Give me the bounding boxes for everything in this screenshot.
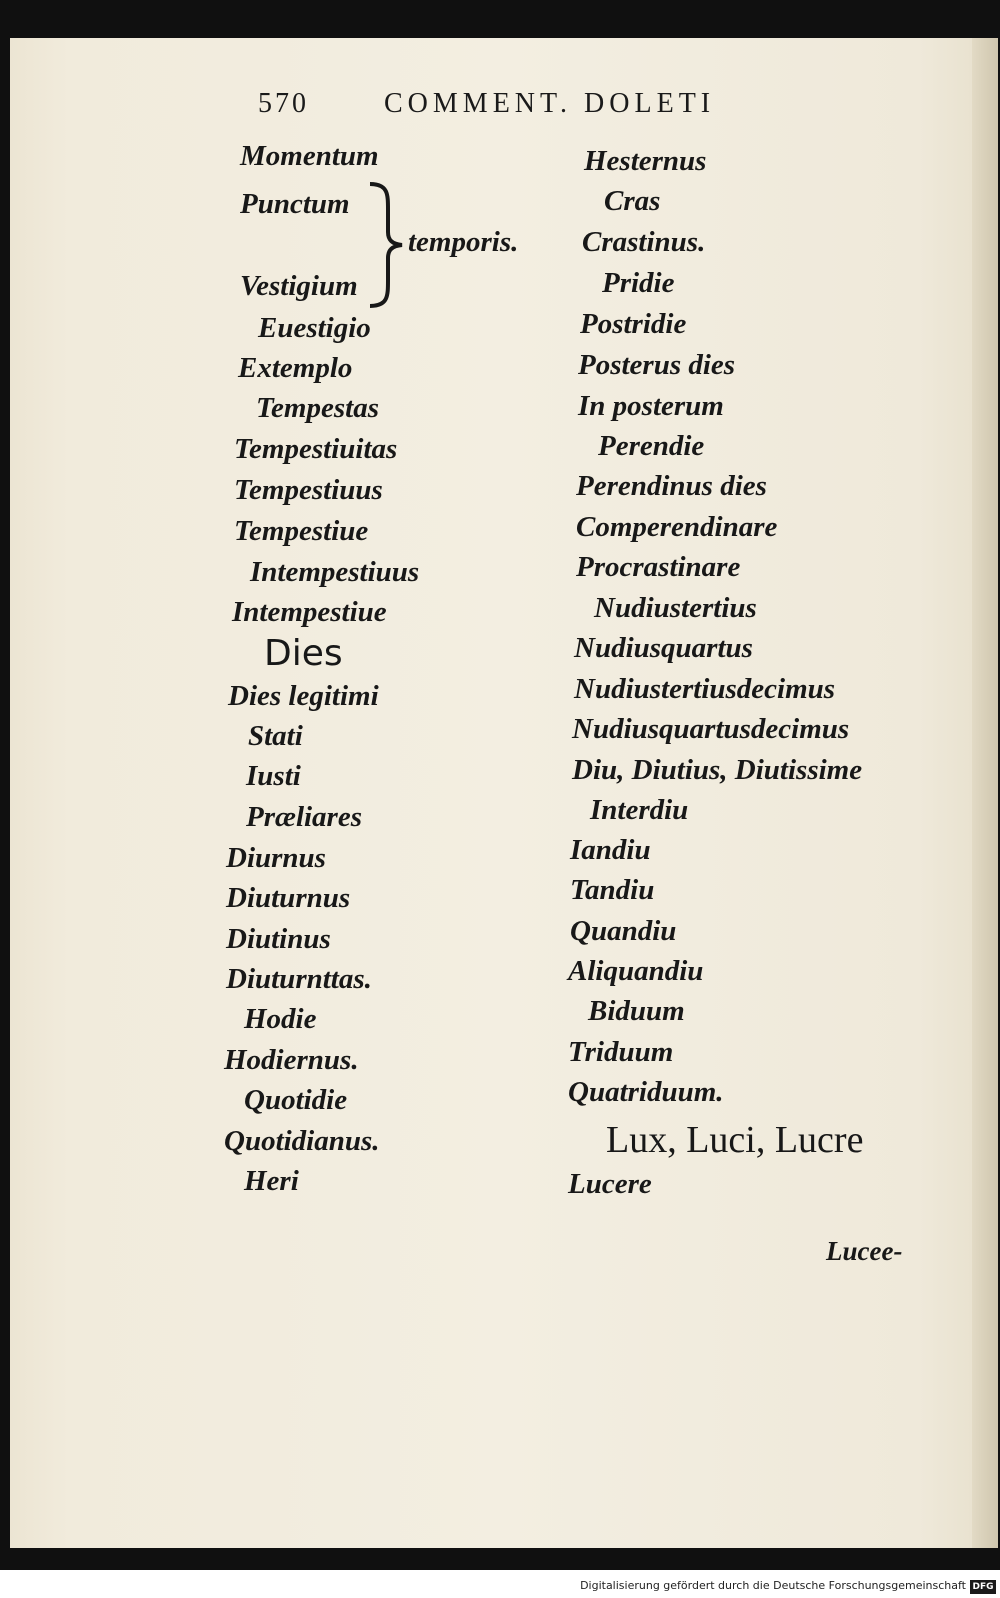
- running-head: COMMENT. DOLETI: [384, 88, 716, 119]
- right-entry: Pridie: [602, 267, 675, 299]
- right-entry: Nudiusquartusdecimus: [572, 713, 850, 745]
- left-entry: Momentum: [240, 140, 379, 172]
- catchword: Lucee-: [826, 1236, 903, 1266]
- left-entry: Diutinus: [226, 923, 331, 955]
- right-entry: Nudiusquartus: [574, 632, 753, 664]
- brace-label: temporis.: [408, 226, 519, 258]
- right-entry: Quatriduum.: [568, 1076, 724, 1108]
- left-entry: Tempestas: [256, 392, 379, 424]
- right-entry: In posterum: [578, 390, 724, 422]
- left-entry: Diuturnttas.: [226, 963, 372, 995]
- right-entry: Comperendinare: [576, 511, 778, 543]
- right-entry: Procrastinare: [576, 551, 741, 583]
- right-entry: Hesternus: [584, 145, 707, 177]
- left-entry: Tempestiue: [234, 515, 369, 547]
- footer: [0, 1570, 1000, 1598]
- left-entry: Hodie: [244, 1003, 317, 1035]
- left-entry: Heri: [244, 1165, 299, 1197]
- right-entry: Lucere: [568, 1168, 652, 1200]
- curly-brace-icon: [366, 180, 406, 310]
- dfg-logo-icon: DFG: [970, 1580, 996, 1594]
- left-entry: Vestigium: [240, 270, 358, 302]
- left-entry: Punctum: [240, 188, 350, 220]
- right-entry: Iandiu: [570, 834, 651, 866]
- left-entry: Quotidianus.: [224, 1125, 380, 1157]
- right-entry: Aliquandiu: [568, 955, 704, 987]
- left-entry: Diurnus: [226, 842, 326, 874]
- right-entry: Nudiustertius: [594, 592, 757, 624]
- right-entry: Nudiustertiusdecimus: [574, 673, 836, 705]
- right-entry: Tandiu: [570, 874, 655, 906]
- right-entry: Quandiu: [570, 915, 677, 947]
- section-heading: Dies: [264, 633, 343, 674]
- right-entry: Posterus dies: [578, 349, 736, 381]
- right-entry: Diu, Diutius, Diutissime: [572, 754, 863, 786]
- right-entry: Crastinus.: [582, 226, 706, 258]
- left-entry: Stati: [248, 720, 303, 752]
- page-edge: [972, 38, 998, 1548]
- left-entry: Præliares: [246, 801, 362, 833]
- right-entry: Triduum: [568, 1036, 674, 1068]
- left-entry: Tempestiuitas: [234, 433, 398, 465]
- left-entry: Intempestiue: [232, 596, 387, 628]
- section-heading: Lux, Luci, Lucre: [606, 1119, 864, 1161]
- left-entry: Dies legitimi: [228, 680, 379, 712]
- right-entry: Biduum: [588, 995, 685, 1027]
- left-entry: Extemplo: [238, 352, 353, 384]
- left-entry: Intempestiuus: [250, 556, 420, 588]
- folio-number: 570: [258, 88, 309, 119]
- left-entry: Euestigio: [258, 312, 371, 344]
- left-entry: Hodiernus.: [224, 1044, 359, 1076]
- right-entry: Interdiu: [590, 794, 689, 826]
- right-entry: Cras: [604, 185, 661, 217]
- left-entry: Diuturnus: [226, 882, 351, 914]
- right-entry: Postridie: [580, 308, 687, 340]
- left-entry: Quotidie: [244, 1084, 348, 1116]
- right-entry: Perendie: [598, 430, 705, 462]
- left-entry: Tempestiuus: [234, 474, 383, 506]
- book-page: [10, 38, 998, 1548]
- right-entry: Perendinus dies: [576, 470, 767, 502]
- footer-credit: Digitalisierung gefördert durch die Deutsche Forschungsgemeinschaft: [580, 1579, 966, 1592]
- left-entry: Iusti: [246, 760, 301, 792]
